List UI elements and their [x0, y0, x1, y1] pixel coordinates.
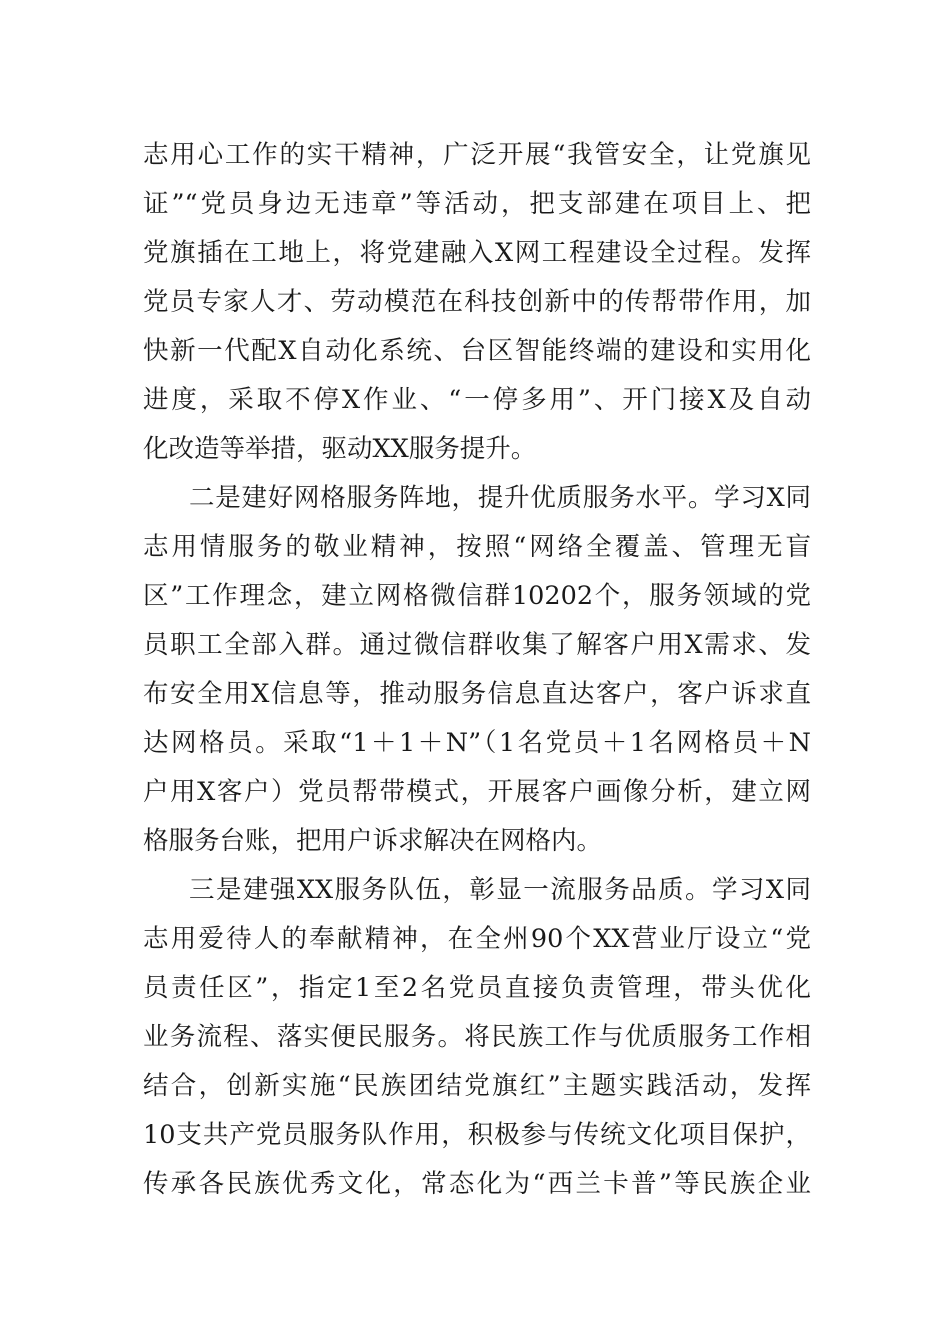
text-line: 党旗插在工地上，将党建融入X网工程建设全过程。发挥	[143, 238, 811, 268]
text-line: 布安全用X信息等，推动服务信息直达客户，客户诉求直	[143, 679, 811, 709]
paragraph-3	[143, 866, 811, 1209]
text-line: 三是建强XX服务队伍，彰显一流服务品质。学习X同	[189, 875, 811, 905]
text-line: 员职工全部入群。通过微信群收集了解客户用X需求、发	[143, 630, 811, 660]
text-line: 10支共产党员服务队作用，积极参与传统文化项目保护，	[143, 1120, 811, 1150]
text-line: 化改造等举措，驱动XX服务提升。	[143, 434, 537, 464]
paragraph-2	[143, 474, 811, 866]
text-line: 格服务台账，把用户诉求解决在网格内。	[143, 826, 603, 856]
text-line: 结合，创新实施“民族团结党旗红”主题实践活动，发挥	[143, 1071, 811, 1101]
paragraph-1	[143, 131, 811, 474]
body-text	[143, 131, 811, 1209]
text-line: 进度，采取不停X作业、“一停多用”、开门接X及自动	[143, 385, 811, 415]
text-line: 区”工作理念，建立网格微信群10202个，服务领域的党	[143, 581, 811, 611]
text-line: 快新一代配X自动化系统、台区智能终端的建设和实用化	[143, 336, 811, 366]
text-line: 二是建好网格服务阵地，提升优质服务水平。学习X同	[189, 483, 811, 513]
text-line: 证”“党员身边无违章”等活动，把支部建在项目上、把	[143, 189, 811, 219]
text-line: 志用情服务的敬业精神，按照“网络全覆盖、管理无盲	[143, 532, 811, 562]
text-line: 达网格员。采取“1＋1＋N”（1名党员＋1名网格员＋N	[143, 728, 811, 758]
text-line: 志用心工作的实干精神，广泛开展“我管安全，让党旗见	[143, 140, 811, 170]
text-line: 传承各民族优秀文化，常态化为“西兰卡普”等民族企业	[143, 1169, 811, 1199]
text-line: 业务流程、落实便民服务。将民族工作与优质服务工作相	[143, 1022, 811, 1052]
text-line: 员责任区”，指定1至2名党员直接负责管理，带头优化	[143, 973, 811, 1003]
text-line: 党员专家人才、劳动模范在科技创新中的传帮带作用，加	[143, 287, 811, 317]
text-line: 户用X客户）党员帮带模式，开展客户画像分析，建立网	[143, 777, 811, 807]
text-line: 志用爱待人的奉献精神，在全州90个XX营业厅设立“党	[143, 924, 811, 954]
